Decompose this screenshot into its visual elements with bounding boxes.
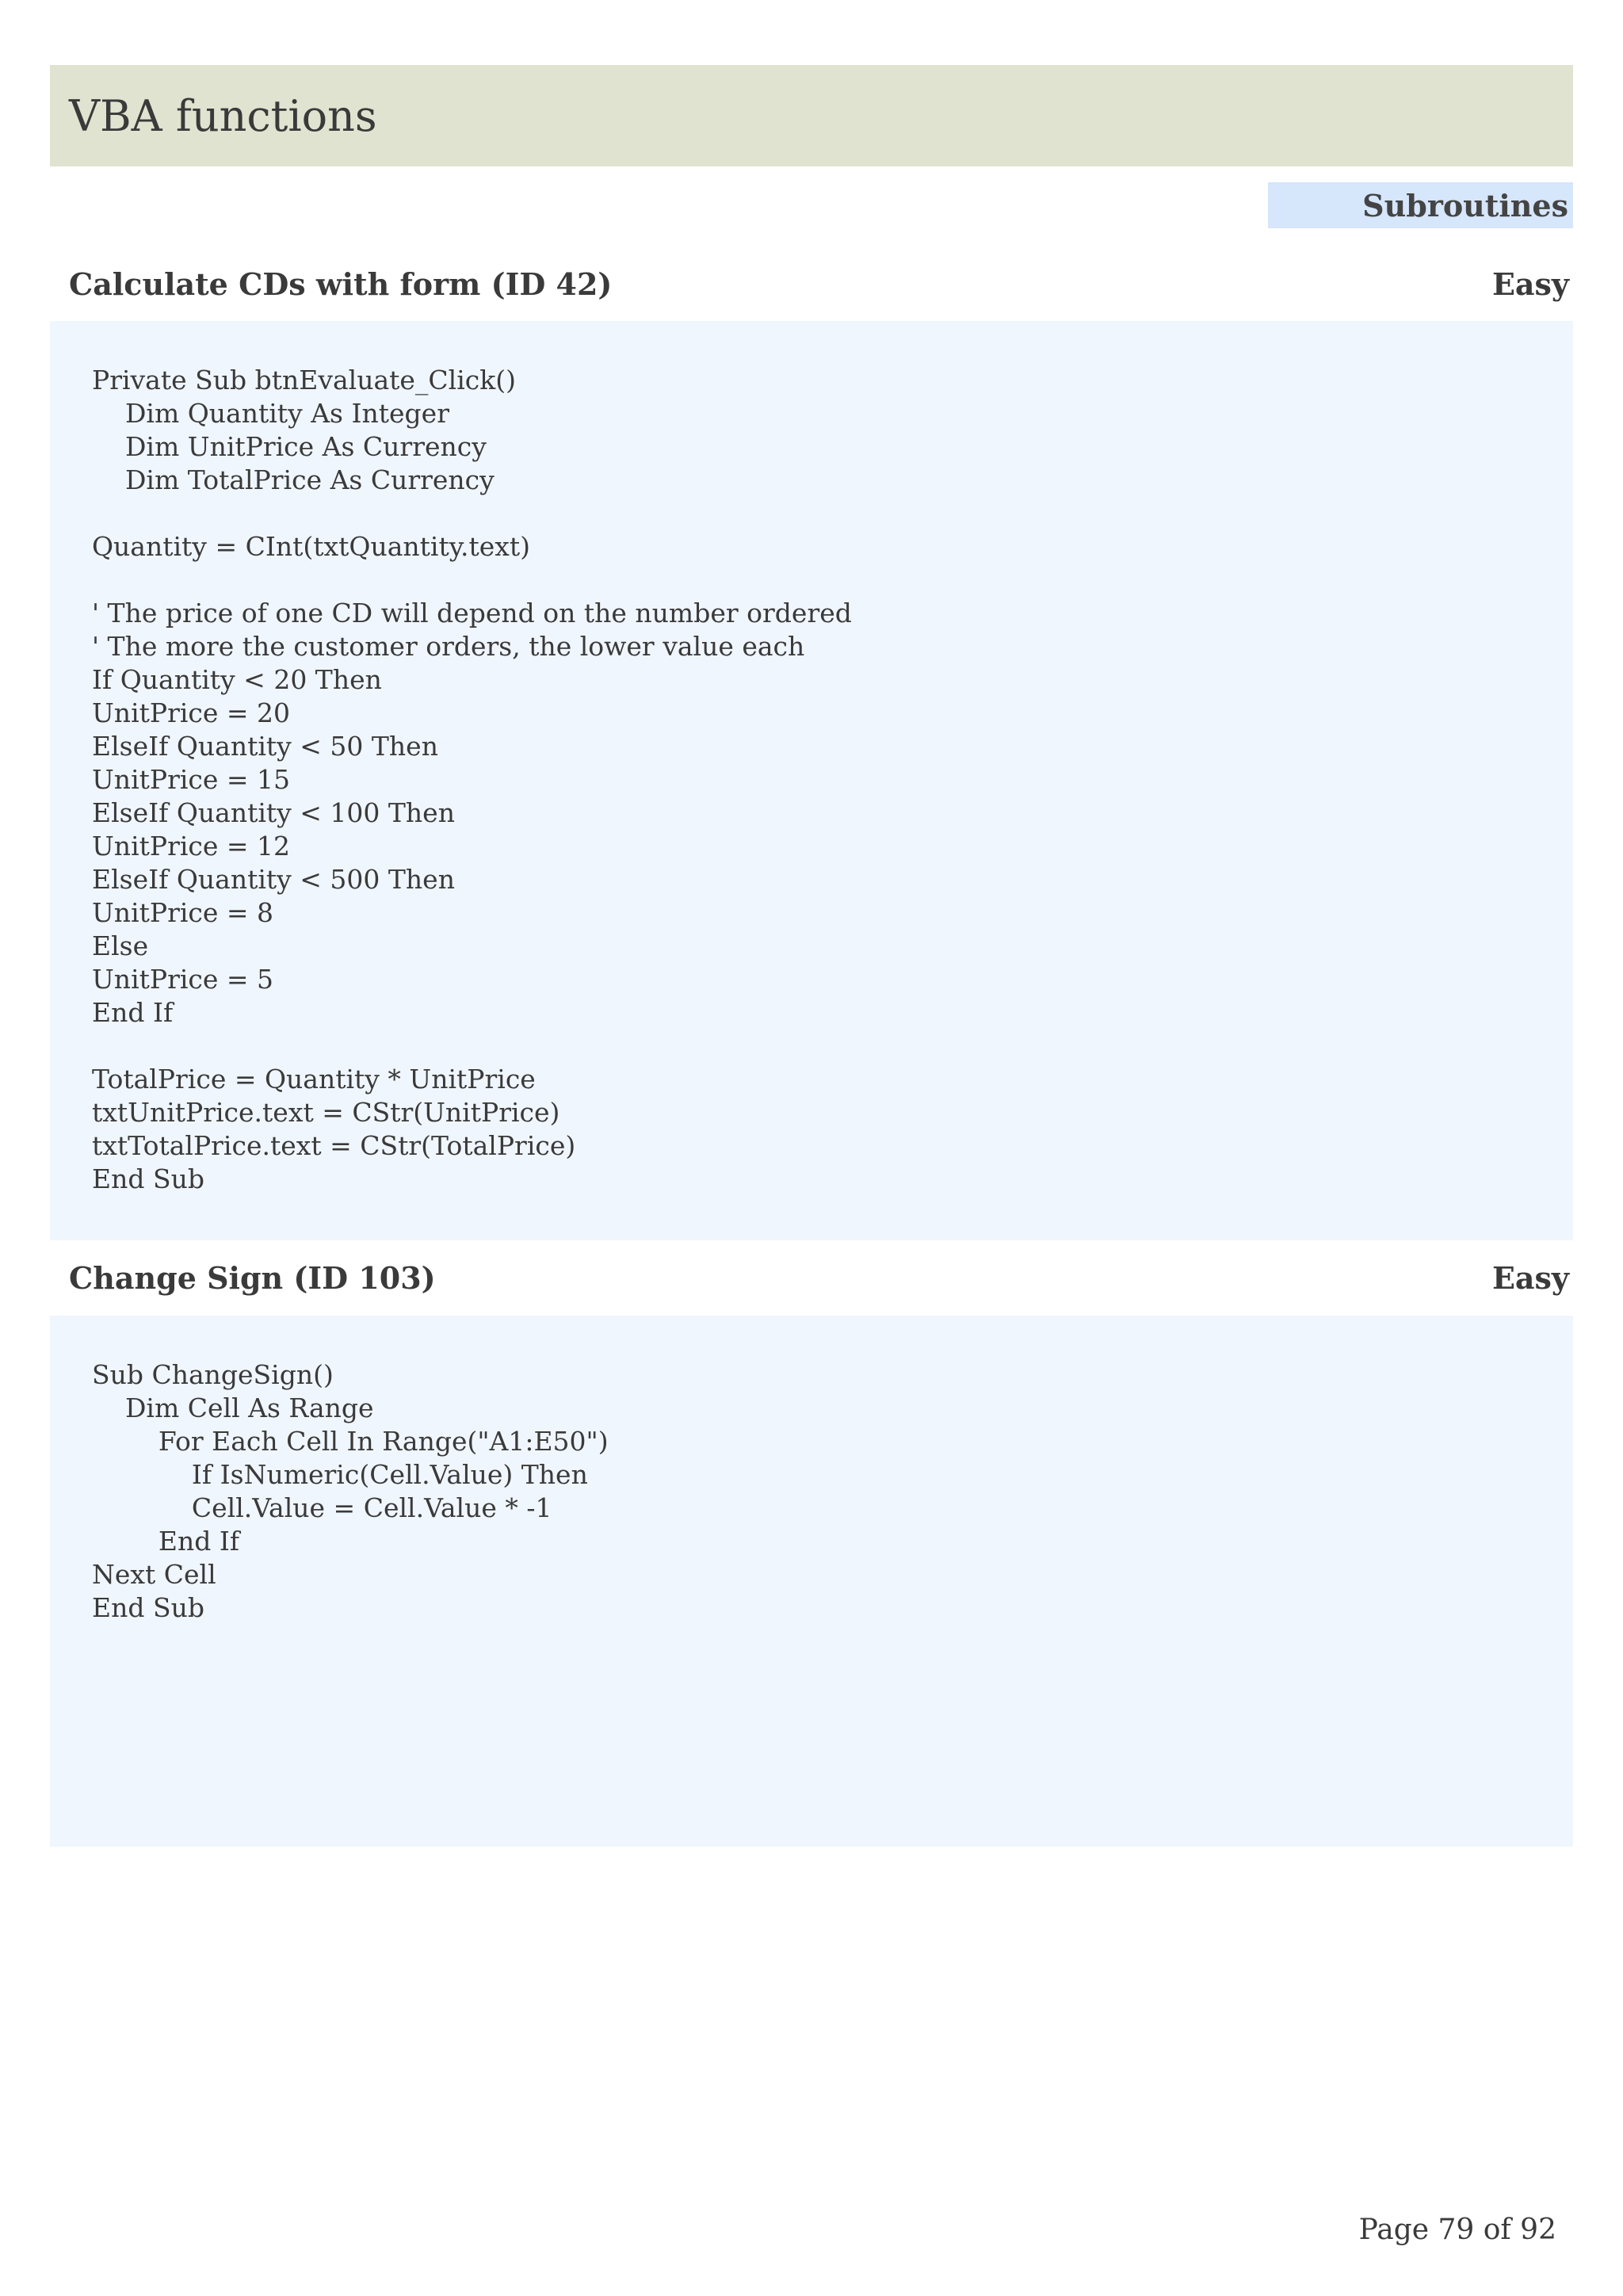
code-line: Else [92,930,149,961]
code-line: Private Sub btnEvaluate_Click() [92,365,517,395]
code-block [50,1316,1573,1847]
code-line: Cell.Value = Cell.Value * -1 [92,1492,552,1523]
code-line [92,497,1573,530]
code-line: For Each Cell In Range("A1:E50") [92,1426,609,1457]
difficulty-label: Easy [1491,1260,1569,1296]
code-line: Quantity = CInt(txtQuantity.text) [92,531,530,562]
code-line: UnitPrice = 20 [92,697,291,728]
item-header [69,1260,1569,1296]
code-line: UnitPrice = 15 [92,764,291,795]
category-tag: Subroutines [1268,182,1573,228]
code-line: TotalPrice = Quantity * UnitPrice [92,1064,536,1095]
code-line: txtTotalPrice.text = CStr(TotalPrice) [92,1130,576,1161]
code-line: If IsNumeric(Cell.Value) Then [92,1459,588,1490]
item-header [69,266,1569,302]
code-line: Next Cell [92,1559,216,1590]
code-line: txtUnitPrice.text = CStr(UnitPrice) [92,1097,560,1128]
code-line: Dim Quantity As Integer [92,398,449,429]
code-line: ' The price of one CD will depend on the number ordered [92,598,852,628]
code-line [92,563,1573,597]
code-line: Dim Cell As Range [92,1392,374,1423]
code-line: ' The more the customer orders, the lower value each [92,631,805,662]
code-line: UnitPrice = 5 [92,964,274,995]
item-title: Calculate CDs with form (ID 42) [69,266,613,302]
code-block [50,321,1573,1240]
code-line: ElseIf Quantity < 500 Then [92,864,455,895]
code-line: ElseIf Quantity < 100 Then [92,797,455,828]
code-line: End If [92,1526,240,1557]
code-line: Dim UnitPrice As Currency [92,431,487,462]
code-line: If Quantity < 20 Then [92,664,382,695]
code-line: End Sub [92,1163,204,1194]
code-line: ElseIf Quantity < 50 Then [92,731,438,762]
document-title: VBA functions [69,90,377,141]
page-number: Page 79 of 92 [1358,2214,1556,2246]
code-line: Dim TotalPrice As Currency [92,464,495,495]
code-line [92,1030,1573,1063]
item-title: Change Sign (ID 103) [69,1260,436,1296]
code-line: UnitPrice = 12 [92,831,291,861]
code-line: UnitPrice = 8 [92,897,274,928]
difficulty-label: Easy [1491,266,1569,302]
document-title-bar [50,65,1573,166]
code-line: End Sub [92,1592,204,1623]
code-line: Sub ChangeSign() [92,1359,334,1390]
code-line: End If [92,997,174,1028]
